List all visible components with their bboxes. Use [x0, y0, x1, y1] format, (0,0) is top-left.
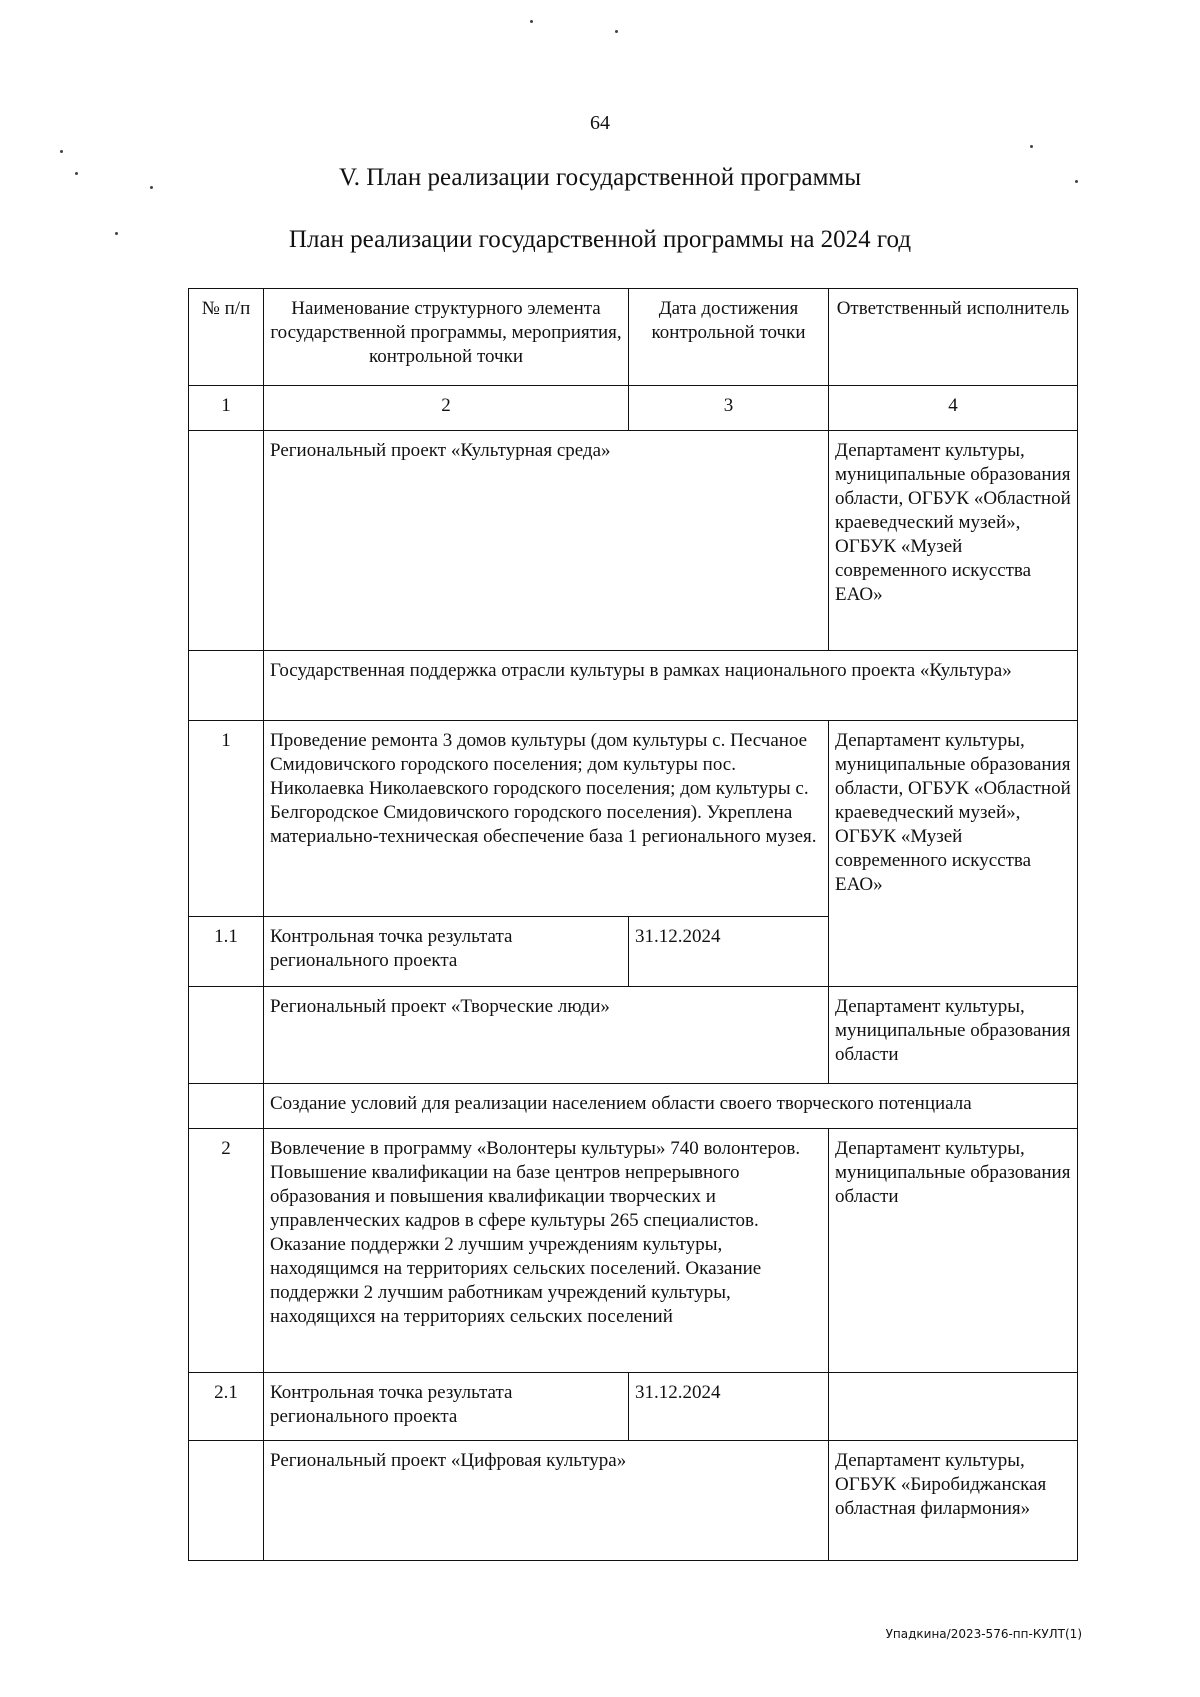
- table-row: [189, 1129, 1078, 1373]
- scan-speck: [530, 20, 533, 23]
- row-number-cell: [189, 1441, 264, 1561]
- row-number-cell: [189, 431, 264, 651]
- responsible-cell: Департамент культуры, муниципальные образования области, ОГБУК «Областной краеведческий музей», ОГБУК «Музей современного искусства ЕАО»: [829, 431, 1078, 651]
- checkpoint-name-cell: Контрольная точка результата регионального проекта: [264, 917, 629, 987]
- column-number-3: 3: [629, 386, 829, 431]
- header-checkpoint-date: Дата достижения контрольной точки: [629, 289, 829, 386]
- section-heading: V. План реализации государственной программы: [338, 164, 862, 191]
- responsible-cell: Департамент культуры, муниципальные образования области: [829, 987, 1078, 1084]
- document-registration-stamp: Упадкина/2023-576-пп-КУЛТ(1): [885, 1627, 1082, 1641]
- table-row: [189, 651, 1078, 721]
- header-responsible: Ответственный исполнитель: [829, 289, 1078, 386]
- row-number-cell: [189, 987, 264, 1084]
- project-name-cell: Региональный проект «Культурная среда»: [264, 431, 829, 651]
- header-number: № п/п: [189, 289, 264, 386]
- project-name-cell: Региональный проект «Творческие люди»: [264, 987, 829, 1084]
- column-number-4: 4: [829, 386, 1078, 431]
- checkpoint-date-cell: 31.12.2024: [629, 1373, 829, 1441]
- table-row: [189, 721, 1078, 917]
- column-numbers-row: [189, 386, 1078, 431]
- responsible-cell: [829, 1373, 1078, 1441]
- task-name-cell: Создание условий для реализации населением области своего творческого потенциала: [264, 1084, 1078, 1129]
- checkpoint-date-cell: 31.12.2024: [629, 917, 829, 987]
- row-number-cell: [189, 1084, 264, 1129]
- row-number-cell: 2.1: [189, 1373, 264, 1441]
- plan-table: [188, 288, 1078, 1561]
- row-number-cell: 1: [189, 721, 264, 917]
- table-row: [189, 1373, 1078, 1441]
- column-number-1: 1: [189, 386, 264, 431]
- scan-speck: [615, 30, 618, 33]
- event-name-cell: Проведение ремонта 3 домов культуры (дом культуры с. Песчаное Смидовичского городского поселения; дом культуры пос. Николаевка Николаевского городского поселения; дом культуры с. Белгородское Смидовичского городского поселения). Укреплена материально-техническая обеспечение база 1 регионального музея.: [264, 721, 829, 917]
- project-name-cell: Региональный проект «Цифровая культура»: [264, 1441, 829, 1561]
- page-number: 64: [590, 112, 610, 134]
- table-header-row: [189, 289, 1078, 386]
- table-row: [189, 1084, 1078, 1129]
- event-name-cell: Вовлечение в программу «Волонтеры культуры» 740 волонтеров. Повышение квалификации на базе центров непрерывного образования и повышения квалификации творческих и управленческих кадров в сфере культуры 265 специалистов. Оказание поддержки 2 лучшим учреждениям культуры, находящимся на территориях сельских поселений. Оказание поддержки 2 лучшим работникам учреждений культуры, находящихся на территориях сельских поселений: [264, 1129, 829, 1373]
- task-name-cell: Государственная поддержка отрасли культуры в рамках национального проекта «Культура»: [264, 651, 1078, 721]
- responsible-cell: Департамент культуры, муниципальные образования области: [829, 1129, 1078, 1373]
- responsible-cell: Департамент культуры, ОГБУК «Биробиджанская областная филармония»: [829, 1441, 1078, 1561]
- scan-speck: [1030, 145, 1033, 148]
- responsible-cell: Департамент культуры, муниципальные образования области, ОГБУК «Областной краеведческий музей», ОГБУК «Музей современного искусства ЕАО»: [829, 721, 1078, 987]
- row-number-cell: 2: [189, 1129, 264, 1373]
- row-number-cell: 1.1: [189, 917, 264, 987]
- table-row: [189, 1441, 1078, 1561]
- table-row: [189, 987, 1078, 1084]
- table-row: [189, 431, 1078, 651]
- column-number-2: 2: [264, 386, 629, 431]
- scan-speck: [60, 150, 63, 153]
- header-element-name: Наименование структурного элемента государственной программы, мероприятия, контрольной точки: [264, 289, 629, 386]
- row-number-cell: [189, 651, 264, 721]
- checkpoint-name-cell: Контрольная точка результата регионального проекта: [264, 1373, 629, 1441]
- plan-title: План реализации государственной программы на 2024 год: [288, 226, 912, 253]
